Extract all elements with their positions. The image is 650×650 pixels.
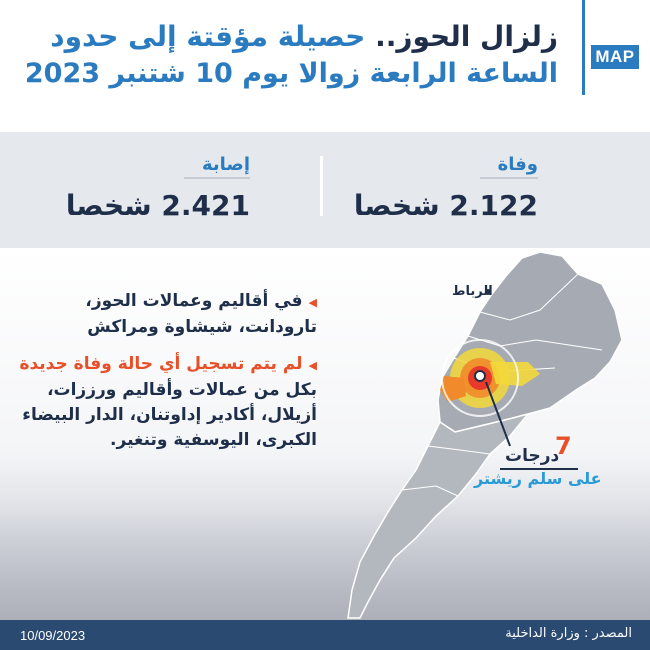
- footer: [0, 620, 650, 650]
- bullet-2-highlight: لم يتم تسجيل أي حالة وفاة جديدة: [19, 354, 303, 374]
- injuries-stat: [66, 154, 250, 222]
- stats-band: [0, 132, 650, 248]
- injuries-value: 2.421 شخصا: [65, 189, 250, 222]
- title-line-1: [50, 20, 558, 53]
- rabat-label: الرباط: [452, 284, 493, 299]
- bullet-1-text: في أقاليم وعمالات الحوز، تارودانت، شيشاوة ومراكش: [85, 291, 317, 337]
- magnitude-unit: درجات: [505, 446, 560, 466]
- footer-source: المصدر : وزارة الداخلية: [505, 626, 632, 641]
- deaths-value: 2.122 شخصا: [353, 189, 538, 222]
- stats-divider: [320, 156, 323, 216]
- bullet-affected-provinces: [17, 289, 317, 340]
- morocco-south-region: [348, 414, 528, 618]
- bullet-triangle-icon: ◀: [308, 359, 317, 372]
- deaths-label: وفاة: [480, 154, 538, 179]
- morocco-map: [340, 250, 640, 620]
- title-part-2: حصيلة مؤقتة إلى حدود: [50, 20, 366, 53]
- map-logo: MAP: [591, 45, 639, 69]
- magnitude-number: 7: [555, 432, 572, 460]
- footer-date: 10/09/2023: [20, 628, 86, 643]
- bullet-2-text: بكل من عمالات وأقاليم ورززات، أزيلال، أكادير إداوتنان، الدار البيضاء الكبرى، اليوسفية وتنغير.: [22, 380, 317, 450]
- header: [0, 0, 650, 132]
- title-line-2: الساعة الرابعة زوالا يوم 10 شتنبر 2023: [24, 58, 558, 89]
- deaths-stat: [354, 154, 538, 222]
- title-part-1: زلزال الحوز..: [375, 20, 558, 53]
- accent-bar: [582, 0, 585, 95]
- injuries-label: إصابة: [184, 154, 250, 179]
- epicenter-dot: [475, 371, 485, 381]
- bullet-triangle-icon: ◀: [308, 296, 317, 309]
- bullet-no-new-deaths: [7, 352, 317, 453]
- magnitude-scale: على سلم ريشتر: [474, 469, 602, 488]
